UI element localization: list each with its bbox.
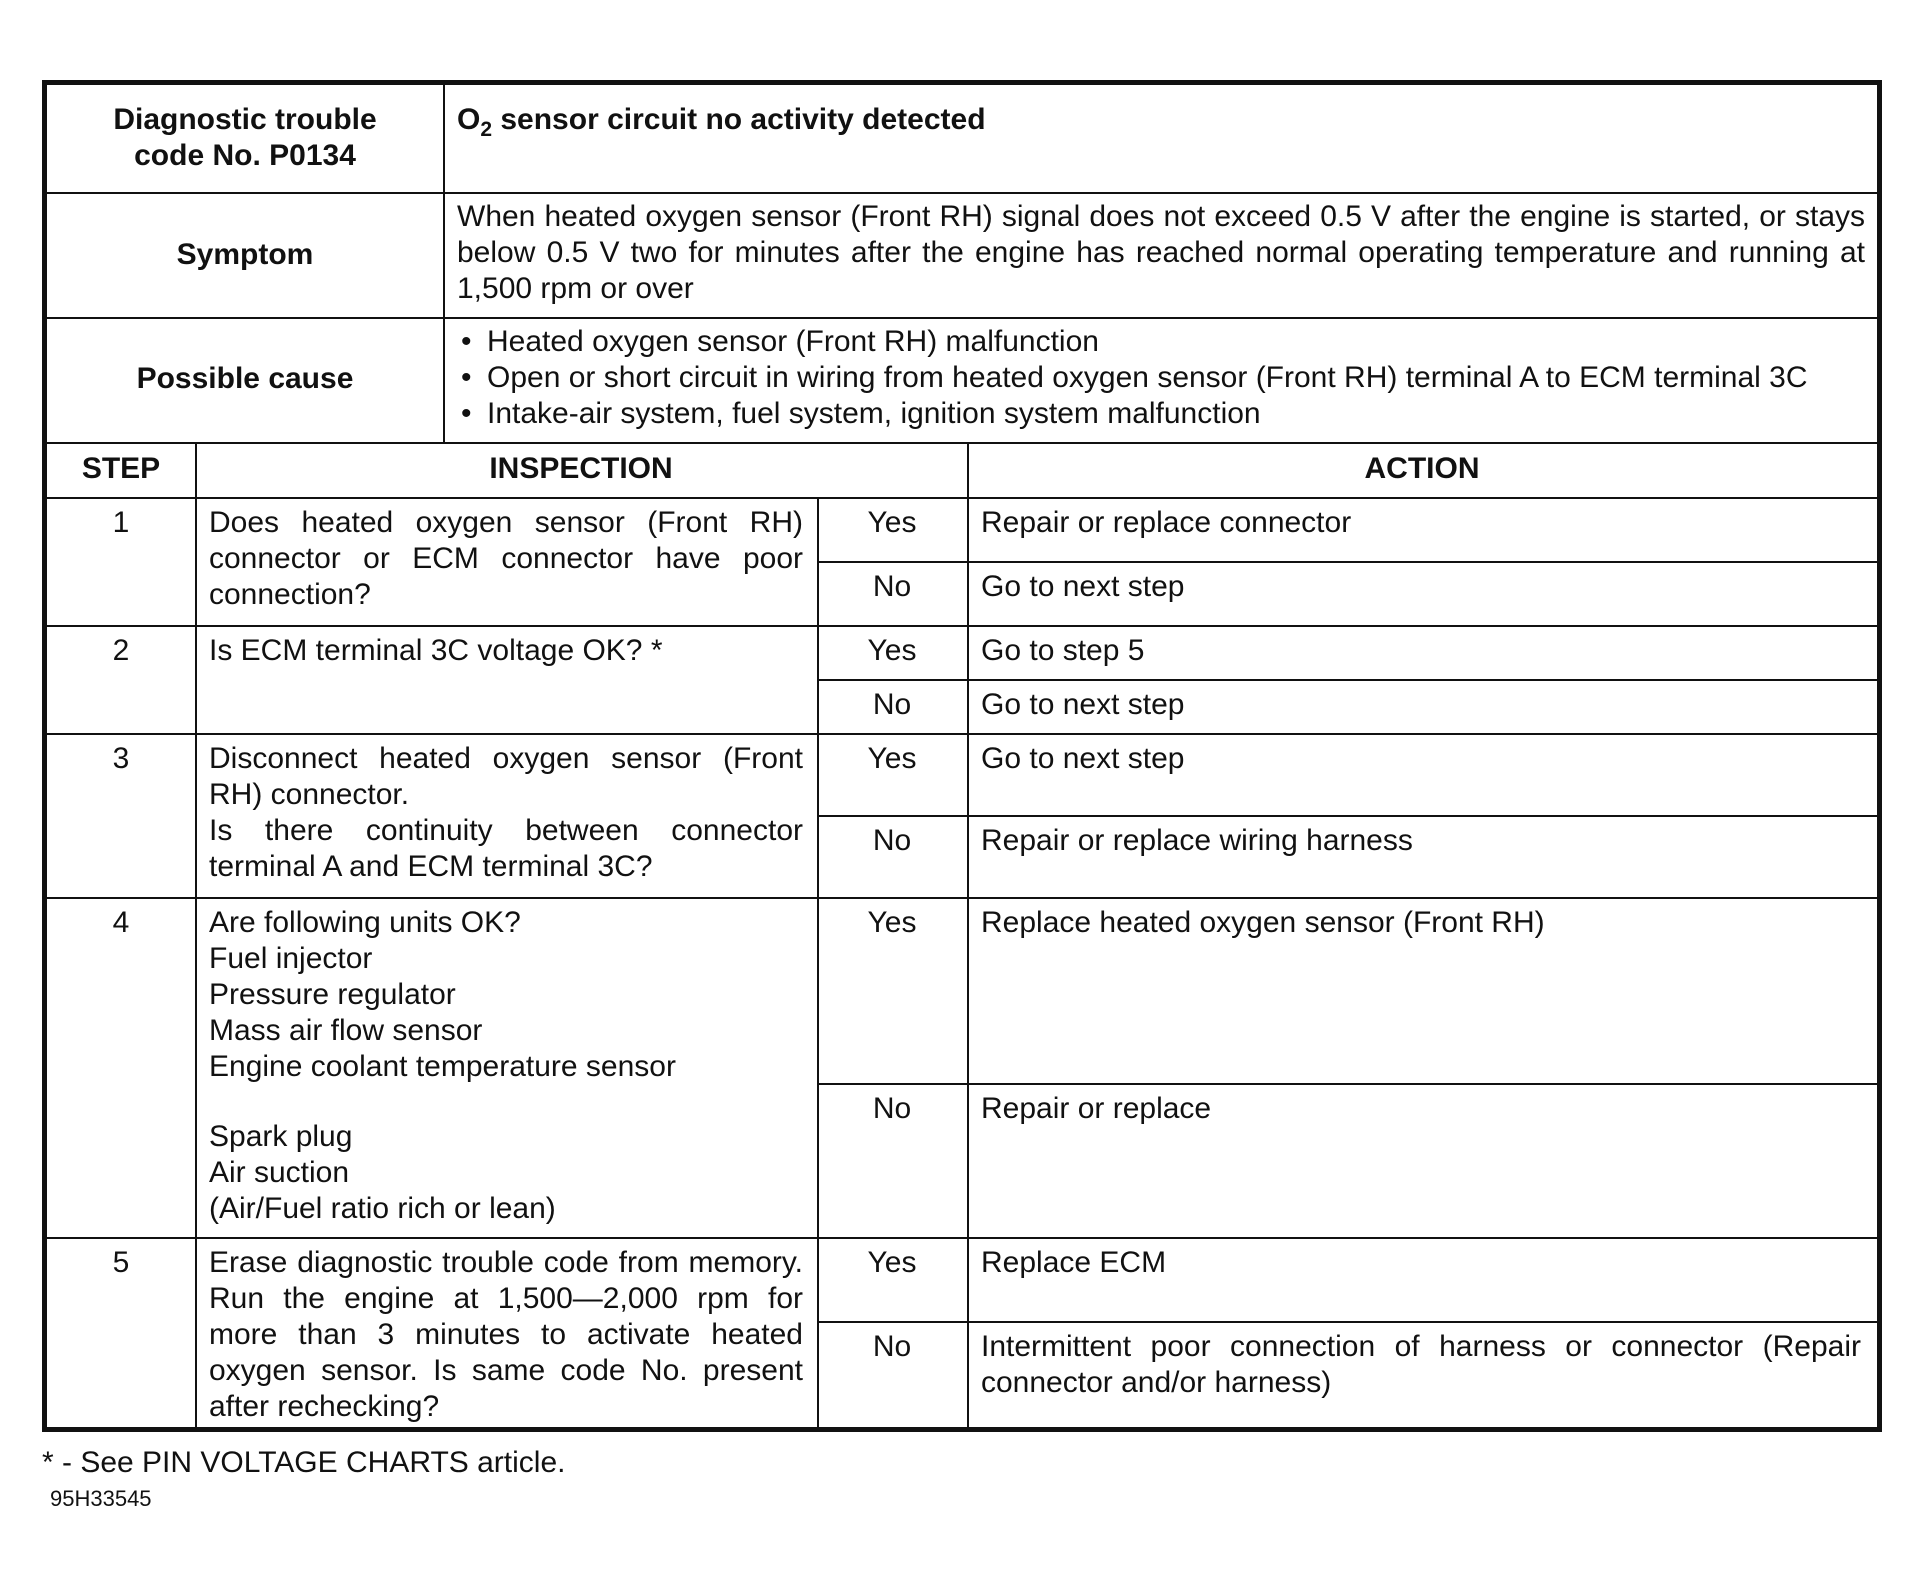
yes-action: Go to next step [981,742,1185,775]
yes-action: Replace ECM [981,1246,1167,1279]
no-label: No [872,570,912,603]
rule-below-step1 [47,625,1877,627]
rule-step5-yes-no [817,1321,1877,1323]
rule-action-column [967,497,969,1427]
yes-action: Go to step 5 [981,634,1145,667]
step-number: 1 [112,506,130,539]
step-inspection: Disconnect heated oxygen sensor (Front RH) connector. Is there continuity between connector terminal A and ECM terminal 3C? [209,742,803,883]
column-action: ACTION [1364,452,1480,485]
rule-below-header [47,192,1877,194]
code-label: Diagnostic trouble code No. P0134 [113,103,377,172]
symptom-label: Symptom [176,238,314,271]
possible-cause-item: • Open or short circuit in wiring from heated oxygen sensor (Front RH) terminal A to ECM terminal 3C [455,360,1808,396]
rule-below-step2 [47,733,1877,735]
footnote: * - See PIN VOLTAGE CHARTS article. [42,1446,566,1479]
rule-step3-yes-no [817,815,1877,817]
step-inspection: Does heated oxygen sensor (Front RH) connector or ECM connector have poor connection? [209,506,803,611]
no-action: Go to next step [981,570,1185,603]
column-step: STEP [81,452,161,485]
rule-below-step3 [47,897,1877,899]
rule-below-symptom [47,317,1877,319]
page-title: $O_2$ sensor circuit no activity detected [457,103,986,141]
rule-step2-yes-no [817,679,1877,681]
rule-header-divider [443,85,445,442]
yes-label: Yes [867,506,917,539]
yes-label: Yes [867,1246,917,1279]
no-label: No [872,824,912,857]
column-inspection: INSPECTION [489,452,673,485]
possible-cause-item: • Heated oxygen sensor (Front RH) malfunction [455,324,1808,360]
yes-action: Replace heated oxygen sensor (Front RH) [981,906,1545,939]
step-number: 2 [112,634,130,667]
no-action: Go to next step [981,688,1185,721]
rule-below-columns [47,497,1877,499]
yes-label: Yes [867,742,917,775]
step-inspection: Erase diagnostic trouble code from memory. Run the engine at 1,500—2,000 rpm for more than 3 minutes to activate heated oxygen sensor. Is same code No. present after rechecking? [209,1246,803,1423]
step-number: 5 [112,1246,130,1279]
no-label: No [872,1330,912,1363]
yes-label: Yes [867,906,917,939]
rule-step4-yes-no [817,1083,1877,1085]
no-action: Repair or replace wiring harness [981,824,1413,857]
possible-cause-item: • Intake-air system, fuel system, ignition system malfunction [455,396,1808,432]
possible-cause-label: Possible cause [136,362,354,395]
step-number: 3 [112,742,130,775]
figure-id: 95H33545 [50,1486,152,1511]
possible-cause-list [455,324,1808,432]
no-label: No [872,688,912,721]
symptom-text: When heated oxygen sensor (Front RH) signal does not exceed 0.5 V after the engine is started, or stays below 0.5 V two for minutes after the engine has reached normal operating temperature and running at 1,500 rpm or over [457,200,1865,305]
step-inspection: Is ECM terminal 3C voltage OK? * [209,634,663,667]
yes-action: Repair or replace connector [981,506,1352,539]
no-action: Intermittent poor connection of harness or connector (Repair connector and/or harness) [981,1330,1861,1399]
no-label: No [872,1092,912,1125]
yes-label: Yes [867,634,917,667]
diagnostic-table [42,80,1882,1432]
no-action: Repair or replace [981,1092,1212,1125]
rule-step1-yes-no [817,561,1877,563]
rule-below-cause [47,442,1877,444]
step-number: 4 [112,906,130,939]
step-inspection: Are following units OK? Fuel injector Pressure regulator Mass air flow sensor Engine coolant temperature sensor Spark plug Air suction (Air/Fuel ratio rich or lean) [209,906,676,1225]
rule-below-step4 [47,1237,1877,1239]
rule-step-column [195,442,197,1427]
